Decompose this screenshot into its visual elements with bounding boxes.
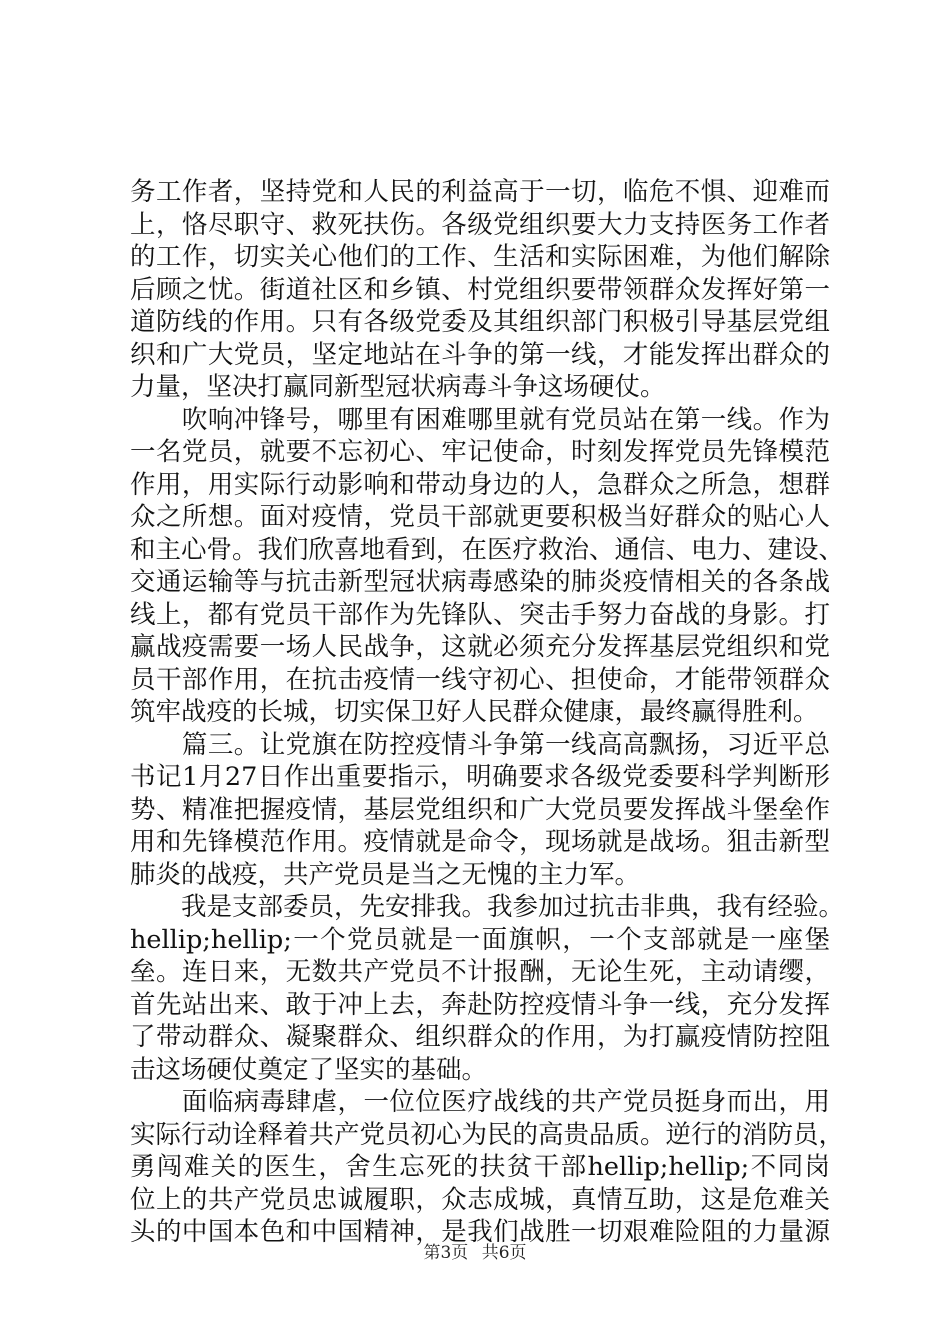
text-line: 书记1月27日作出重要指示，明确要求各级党委要科学判断形 [130, 762, 830, 792]
text-line: 织和广大党员，坚定地站在斗争的第一线，才能发挥出群众的 [130, 339, 830, 370]
text-line: 篇三。让党旗在防控疫情斗争第一线高高飘扬，习近平总 [130, 729, 830, 760]
page-total: 共6页 [481, 1243, 527, 1263]
text-line: 交通运输等与抗击新型冠状病毒感染的肺炎疫情相关的各条战 [130, 567, 830, 597]
text-line: 的工作，切实关心他们的工作、生活和实际困难，为他们解除 [130, 242, 830, 272]
text-line: 吹响冲锋号，哪里有困难哪里就有党员站在第一线。作为 [130, 404, 830, 435]
text-line: 头的中国本色和中国精神，是我们战胜一切艰难险阻的力量源 [130, 1217, 830, 1247]
text-line: 勇闯难关的医生，舍生忘死的扶贫干部hellip;hellip;不同岗 [130, 1152, 830, 1182]
text-line: 肺炎的战疫，共产党员是当之无愧的主力军。 [130, 859, 641, 890]
text-line: 道防线的作用。只有各级党委及其组织部门积极引导基层党组 [130, 307, 830, 337]
document-body [130, 176, 845, 1249]
text-line: 和主心骨。我们欣喜地看到，在医疗救治、通信、电力、建设、 [130, 534, 845, 565]
text-line: 击这场硬仗奠定了坚实的基础。 [130, 1054, 488, 1085]
text-line: 上，恪尽职守、救死扶伤。各级党组织要大力支持医务工作者 [130, 209, 830, 240]
text-line: 了带动群众、凝聚群众、组织群众的作用，为打赢疫情防控阻 [130, 1022, 830, 1052]
text-line: 垒。连日来，无数共产党员不计报酬，无论生死，主动请缨， [130, 957, 830, 987]
text-line: 一名党员，就要不忘初心、牢记使命，时刻发挥党员先锋模范 [130, 437, 830, 467]
page-number: 第3页 [423, 1243, 469, 1263]
text-line: 员干部作用，在抗击疫情一线守初心、担使命，才能带领群众 [130, 664, 830, 695]
text-line: 线上，都有党员干部作为先锋队、突击手努力奋战的身影。打 [130, 599, 830, 630]
text-line: hellip;hellip;一个党员就是一面旗帜，一个支部就是一座堡 [130, 924, 830, 955]
text-line: 众之所想。面对疫情，党员干部就更要积极当好群众的贴心人 [130, 502, 830, 532]
page-footer [0, 1238, 950, 1263]
text-line: 用和先锋模范作用。疫情就是命令，现场就是战场。狙击新型 [130, 827, 830, 857]
text-line: 首先站出来、敢于冲上去，奔赴防控疫情斗争一线，充分发挥 [130, 989, 830, 1020]
text-line: 务工作者，坚持党和人民的利益高于一切，临危不惧、迎难而 [130, 177, 830, 207]
text-line: 面临病毒肆虐，一位位医疗战线的共产党员挺身而出，用 [130, 1087, 830, 1117]
text-line: 实际行动诠释着共产党员初心为民的高贵品质。逆行的消防员， [130, 1119, 845, 1150]
text-line: 力量，坚决打赢同新型冠状病毒斗争这场硬仗。 [130, 372, 666, 402]
text-line: 赢战疫需要一场人民战争，这就必须充分发挥基层党组织和党 [130, 632, 830, 662]
text-line: 筑牢战疫的长城，切实保卫好人民群众健康，最终赢得胜利。 [130, 697, 819, 727]
text-line: 作用，用实际行动影响和带动身边的人，急群众之所急，想群 [130, 469, 830, 500]
text-line: 后顾之忧。街道社区和乡镇、村党组织要带领群众发挥好第一 [130, 274, 830, 305]
text-line: 位上的共产党员忠诚履职，众志成城，真情互助，这是危难关 [130, 1184, 830, 1215]
text-line: 势、精准把握疫情，基层党组织和广大党员要发挥战斗堡垒作 [130, 794, 830, 825]
text-line: 我是支部委员，先安排我。我参加过抗击非典，我有经验。 [130, 892, 845, 922]
